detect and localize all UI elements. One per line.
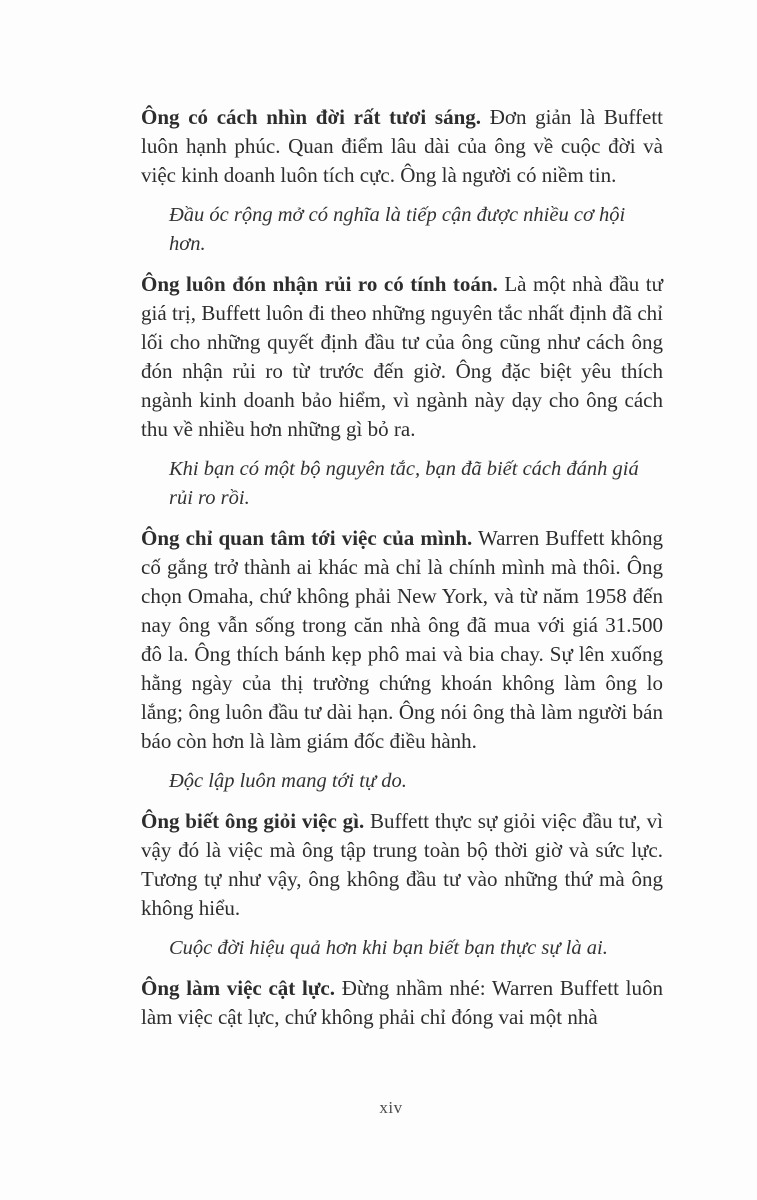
- quote-line: Khi bạn có một bộ nguyên tắc, bạn đã biết cách đánh giá rủi ro rồi.: [169, 458, 639, 509]
- quote-line: Độc lập luôn mang tới tự do.: [169, 770, 407, 792]
- paragraph-lead: Ông làm việc cật lực.: [141, 976, 336, 1000]
- paragraph: [141, 270, 663, 444]
- paragraph-body: Warren Buffett không cố gắng trở thành ai khác mà chỉ là chính mình mà thôi. Ông chọn Omaha, chứ không phải New York, và từ năm 1958 đến nay ông vẫn sống trong căn nhà ông đã mua với giá 31.500 đô la. Ông thích bánh kẹp phô mai và bia chay. Sự lên xuống hằng ngày của thị trường chứng khoán không làm ông lo lắng; ông luôn đầu tư dài hạn. Ông nói ông thà làm người bán báo còn hơn là làm giám đốc điều hành.: [141, 526, 663, 753]
- paragraph-body: Đừng nhầm nhé: Warren Buffett luôn làm việc cật lực, chứ không phải chỉ đóng vai một nhà: [141, 976, 664, 1029]
- paragraph-body: Là một nhà đầu tư giá trị, Buffett luôn đi theo những nguyên tắc nhất định đã chỉ lối cho những quyết định đầu tư của ông cũng như cách ông đón nhận rủi ro từ trước đến giờ. Ông đặc biệt yêu thích ngành kinh doanh bảo hiểm, vì ngành này dạy cho ông cách thu về nhiều hơn những gì bỏ ra.: [141, 272, 663, 441]
- page-content: [141, 103, 663, 1043]
- paragraph: [141, 524, 663, 756]
- page-number: xiv: [379, 1098, 403, 1117]
- paragraph: [141, 103, 663, 190]
- paragraph-lead: Ông luôn đón nhận rủi ro có tính toán.: [141, 272, 498, 296]
- paragraph: [141, 807, 663, 923]
- quote-line: Đầu óc rộng mở có nghĩa là tiếp cận được nhiều cơ hội hơn.: [169, 204, 626, 255]
- paragraph-lead: Ông có cách nhìn đời rất tươi sáng.: [141, 105, 482, 129]
- paragraph: [141, 974, 663, 1032]
- paragraph-lead: Ông biết ông giỏi việc gì.: [141, 809, 365, 833]
- quote-line: Cuộc đời hiệu quả hơn khi bạn biết bạn thực sự là ai.: [169, 937, 608, 959]
- paragraph-body: Đơn giản là Buffett luôn hạnh phúc. Quan điểm lâu dài của ông về cuộc đời và việc kinh doanh luôn tích cực. Ông là người có niềm tin.: [141, 105, 663, 187]
- paragraph-body: Buffett thực sự giỏi việc đầu tư, vì vậy đó là việc mà ông tập trung toàn bộ thời giờ và sức lực. Tương tự như vậy, ông không đầu tư vào những thứ mà ông không hiểu.: [141, 809, 664, 920]
- paragraph-lead: Ông chỉ quan tâm tới việc của mình.: [141, 526, 473, 550]
